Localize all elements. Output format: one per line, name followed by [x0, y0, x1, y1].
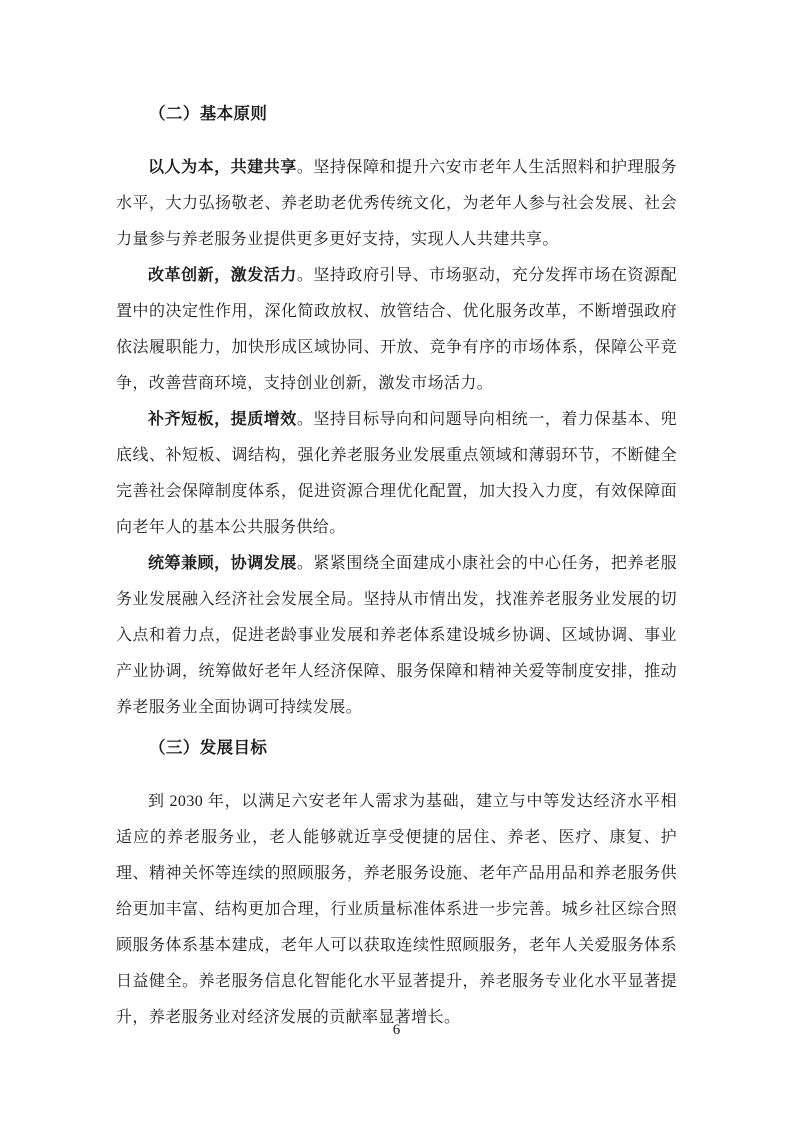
section-heading-development-goals: （三）发展目标: [149, 738, 268, 757]
paragraph-body-reform-innovation: 。坚持政府引导、市场驱动，充分发挥市场在资源配置中的决定性作用，深化简政放权、放管结合、优化服务改革，不断增强政府依法履职能力，加快形成区域协同、开放、竞争有序的市场体系，保障公平竞争，改善营商环境，支持创业创新，激发市场活力。: [116, 267, 678, 392]
content-area: [116, 96, 677, 1036]
paragraph-development-goals: 到 2030 年，以满足六安老年人需求为基础，建立与中等发达经济水平相适应的养老服务业，老人能够就近享受便捷的居住、养老、医疗、康复、护理、精神关怀等连续的照顾服务，养老服务设施、老年产品用品和养老服务供给更加丰富、结构更加合理，行业质量标准体系进一步完善。城乡社区综合照顾服务体系基本建成，老年人可以获取连续性照顾服务，老年人关爱服务体系日益健全。养老服务信息化智能化水平显著提升，养老服务专业化水平显著提升，养老服务业对经济发展的贡献率显著增长。: [116, 793, 677, 1026]
section-heading-basic-principles: （二）基本原则: [149, 104, 268, 123]
paragraph-fill-shortboard: [116, 402, 677, 546]
paragraph-coordinated-development: [116, 546, 677, 726]
paragraph-lead-coordinated-development: 统筹兼顾，协调发展: [148, 555, 297, 572]
paragraph-body-people-first: 。坚持保障和提升六安市老年人生活照料和护理服务水平，大力弘扬敬老、养老助老优秀传统文化，为老年人参与社会发展、社会力量参与养老服务业提供更多更好支持，实现人人共建共享。: [116, 159, 678, 248]
paragraph-body-coordinated-development: 。紧紧围绕全面建成小康社会的中心任务，把养老服务业发展融入经济社会发展全局。坚持从市情出发，找准养老服务业发展的切入点和着力点，促进老龄事业发展和养老体系建设城乡协调、区域协调、事业产业协调，统筹做好老年人经济保障、服务保障和精神关爱等制度安排，推动养老服务业全面协调可持续发展。: [116, 555, 678, 716]
paragraph-people-first: [116, 150, 677, 258]
paragraph-body-fill-shortboard: 。坚持目标导向和问题导向相统一，着力保基本、兜底线、补短板、调结构，强化养老服务业发展重点领域和薄弱环节，不断健全完善社会保障制度体系，促进资源合理优化配置，加大投入力度，有效保障面向老年人的基本公共服务供给。: [116, 411, 678, 536]
paragraph-lead-people-first: 以人为本，共建共享: [148, 159, 297, 176]
page-number: 6: [392, 1022, 401, 1038]
paragraph-reform-innovation: [116, 258, 677, 402]
paragraph-lead-fill-shortboard: 补齐短板，提质增效: [148, 411, 297, 428]
paragraph-lead-reform-innovation: 改革创新，激发活力: [148, 267, 297, 284]
